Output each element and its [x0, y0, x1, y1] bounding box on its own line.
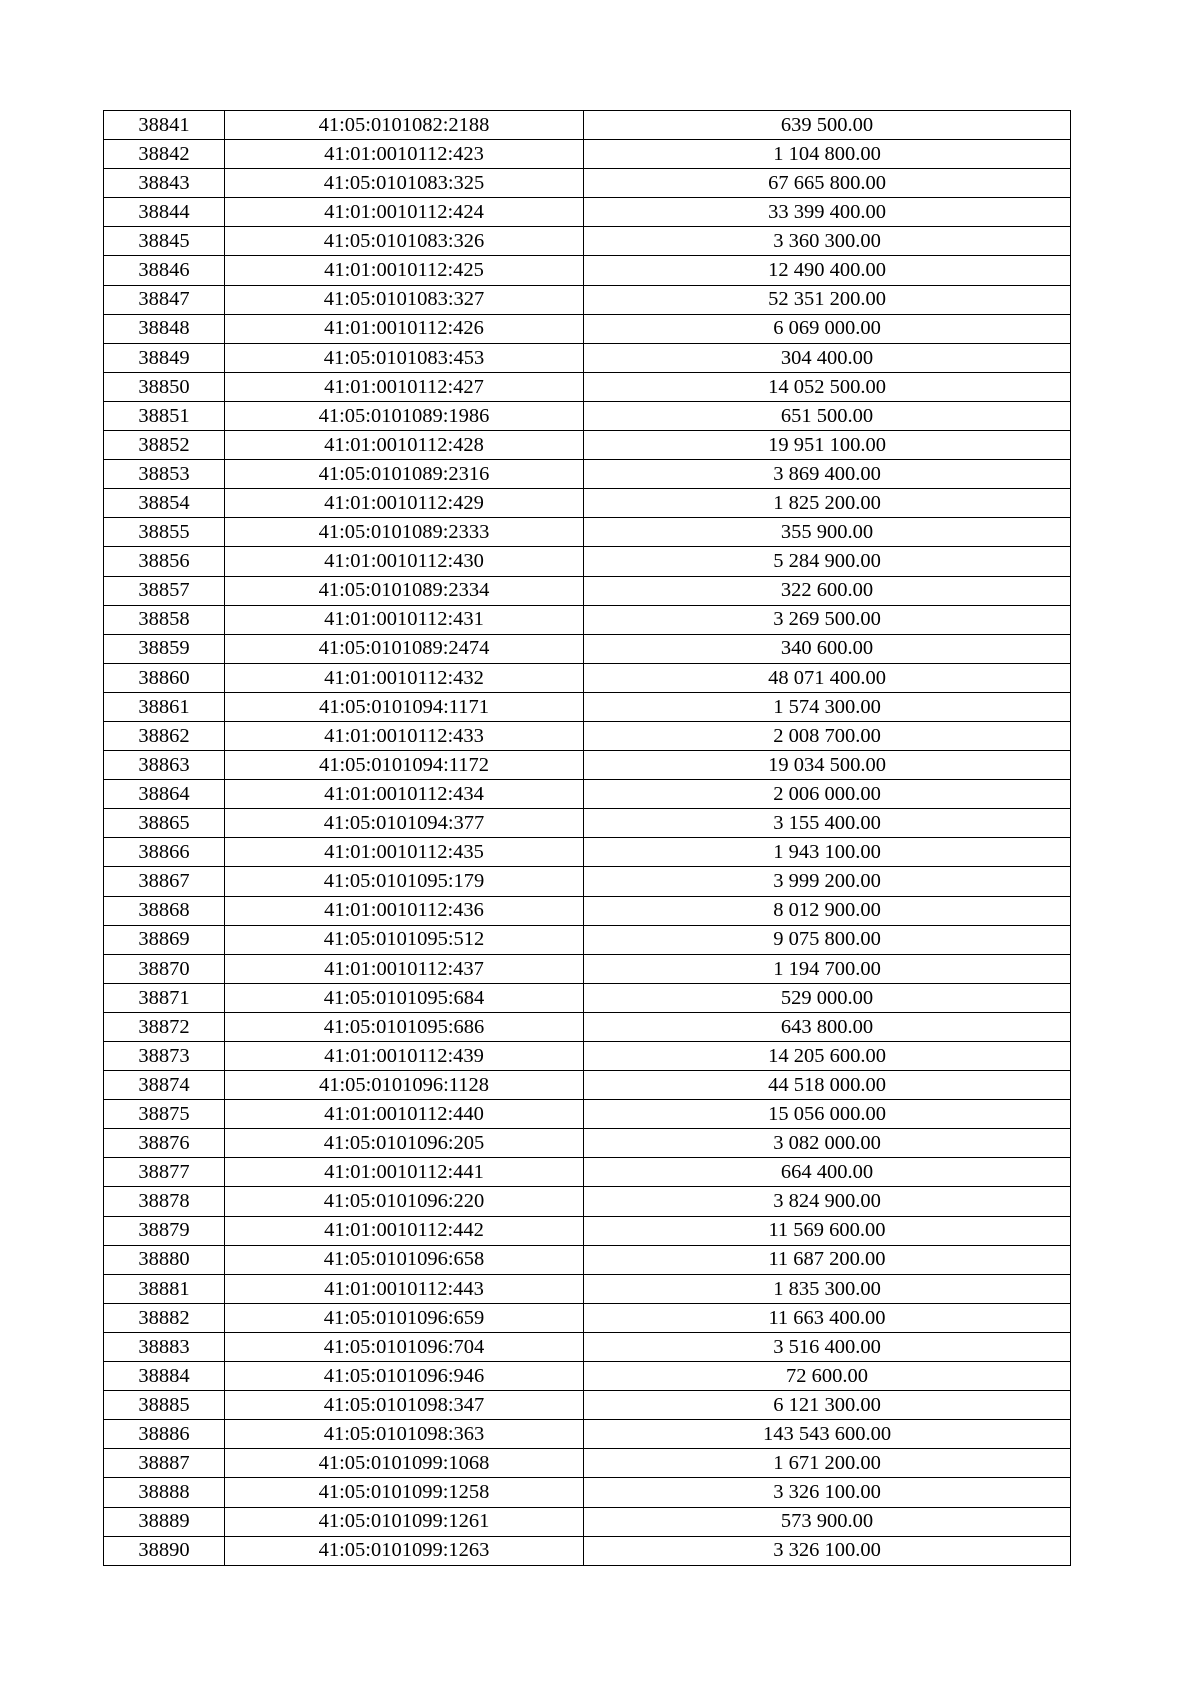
- cadastral-number-cell: 41:05:0101096:658: [225, 1245, 584, 1274]
- cadastral-number-cell: 41:05:0101089:2316: [225, 460, 584, 489]
- cadastral-number-cell: 41:05:0101099:1261: [225, 1507, 584, 1536]
- row-number-cell: 38861: [104, 692, 225, 721]
- table-row: [104, 1536, 1071, 1565]
- table-row: [104, 1129, 1071, 1158]
- table-row: [104, 954, 1071, 983]
- table-row: [104, 983, 1071, 1012]
- row-number-cell: 38842: [104, 140, 225, 169]
- cadastral-number-cell: 41:05:0101099:1258: [225, 1478, 584, 1507]
- cadastral-number-cell: 41:01:0010112:426: [225, 314, 584, 343]
- cadastral-number-cell: 41:05:0101089:2334: [225, 576, 584, 605]
- cadastral-number-cell: 41:05:0101082:2188: [225, 111, 584, 140]
- cadastral-value-cell: 3 824 900.00: [584, 1187, 1071, 1216]
- cadastral-number-cell: 41:05:0101096:659: [225, 1303, 584, 1332]
- cadastral-number-cell: 41:05:0101083:326: [225, 227, 584, 256]
- cadastral-value-cell: 6 069 000.00: [584, 314, 1071, 343]
- cadastral-value-cell: 355 900.00: [584, 518, 1071, 547]
- cadastral-value-cell: 643 800.00: [584, 1012, 1071, 1041]
- cadastral-value-cell: 1 835 300.00: [584, 1274, 1071, 1303]
- table-row: [104, 1449, 1071, 1478]
- cadastral-value-cell: 1 943 100.00: [584, 838, 1071, 867]
- table-row: [104, 460, 1071, 489]
- cadastral-value-cell: 3 082 000.00: [584, 1129, 1071, 1158]
- row-number-cell: 38844: [104, 198, 225, 227]
- table-row: [104, 838, 1071, 867]
- cadastral-value-cell: 19 951 100.00: [584, 431, 1071, 460]
- cadastral-value-cell: 1 104 800.00: [584, 140, 1071, 169]
- table-body: [104, 111, 1071, 1566]
- cadastral-value-cell: 3 326 100.00: [584, 1536, 1071, 1565]
- cadastral-value-cell: 1 574 300.00: [584, 692, 1071, 721]
- table-row: [104, 111, 1071, 140]
- cadastral-number-cell: 41:05:0101094:377: [225, 809, 584, 838]
- cadastral-number-cell: 41:05:0101096:946: [225, 1362, 584, 1391]
- table-row: [104, 751, 1071, 780]
- table-row: [104, 343, 1071, 372]
- cadastral-number-cell: 41:05:0101083:327: [225, 285, 584, 314]
- table-row: [104, 634, 1071, 663]
- cadastral-value-cell: 1 194 700.00: [584, 954, 1071, 983]
- table-row: [104, 1216, 1071, 1245]
- cadastral-number-cell: 41:01:0010112:441: [225, 1158, 584, 1187]
- table-row: [104, 547, 1071, 576]
- cadastral-value-cell: 11 687 200.00: [584, 1245, 1071, 1274]
- row-number-cell: 38843: [104, 169, 225, 198]
- cadastral-number-cell: 41:01:0010112:423: [225, 140, 584, 169]
- cadastral-value-cell: 529 000.00: [584, 983, 1071, 1012]
- row-number-cell: 38866: [104, 838, 225, 867]
- cadastral-value-cell: 14 052 500.00: [584, 372, 1071, 401]
- row-number-cell: 38841: [104, 111, 225, 140]
- table-row: [104, 576, 1071, 605]
- cadastral-value-cell: 6 121 300.00: [584, 1391, 1071, 1420]
- cadastral-value-cell: 44 518 000.00: [584, 1071, 1071, 1100]
- row-number-cell: 38886: [104, 1420, 225, 1449]
- table-row: [104, 1478, 1071, 1507]
- cadastral-value-cell: 3 155 400.00: [584, 809, 1071, 838]
- cadastral-value-cell: 573 900.00: [584, 1507, 1071, 1536]
- row-number-cell: 38858: [104, 605, 225, 634]
- table-row: [104, 1071, 1071, 1100]
- table-row: [104, 721, 1071, 750]
- row-number-cell: 38855: [104, 518, 225, 547]
- table-row: [104, 1362, 1071, 1391]
- table-row: [104, 1274, 1071, 1303]
- row-number-cell: 38859: [104, 634, 225, 663]
- cadastral-number-cell: 41:05:0101089:2333: [225, 518, 584, 547]
- table-row: [104, 1332, 1071, 1361]
- table-row: [104, 1507, 1071, 1536]
- cadastral-value-cell: 304 400.00: [584, 343, 1071, 372]
- cadastral-value-cell: 11 569 600.00: [584, 1216, 1071, 1245]
- cadastral-number-cell: 41:05:0101096:1128: [225, 1071, 584, 1100]
- cadastral-value-cell: 340 600.00: [584, 634, 1071, 663]
- cadastral-value-cell: 639 500.00: [584, 111, 1071, 140]
- row-number-cell: 38872: [104, 1012, 225, 1041]
- table-row: [104, 1012, 1071, 1041]
- row-number-cell: 38852: [104, 431, 225, 460]
- row-number-cell: 38854: [104, 489, 225, 518]
- table-row: [104, 1158, 1071, 1187]
- cadastral-value-cell: 19 034 500.00: [584, 751, 1071, 780]
- cadastral-value-cell: 72 600.00: [584, 1362, 1071, 1391]
- table-row: [104, 925, 1071, 954]
- row-number-cell: 38846: [104, 256, 225, 285]
- cadastral-number-cell: 41:01:0010112:435: [225, 838, 584, 867]
- row-number-cell: 38890: [104, 1536, 225, 1565]
- cadastral-value-cell: 3 326 100.00: [584, 1478, 1071, 1507]
- cadastral-number-cell: 41:01:0010112:432: [225, 663, 584, 692]
- row-number-cell: 38870: [104, 954, 225, 983]
- cadastral-number-cell: 41:05:0101095:686: [225, 1012, 584, 1041]
- row-number-cell: 38857: [104, 576, 225, 605]
- cadastral-number-cell: 41:05:0101099:1263: [225, 1536, 584, 1565]
- row-number-cell: 38867: [104, 867, 225, 896]
- cadastral-number-cell: 41:01:0010112:439: [225, 1042, 584, 1071]
- row-number-cell: 38868: [104, 896, 225, 925]
- cadastral-number-cell: 41:05:0101096:220: [225, 1187, 584, 1216]
- cadastral-value-cell: 15 056 000.00: [584, 1100, 1071, 1129]
- cadastral-value-cell: 651 500.00: [584, 401, 1071, 430]
- cadastral-number-cell: 41:01:0010112:443: [225, 1274, 584, 1303]
- table-row: [104, 1420, 1071, 1449]
- cadastral-number-cell: 41:05:0101089:1986: [225, 401, 584, 430]
- cadastral-number-cell: 41:01:0010112:429: [225, 489, 584, 518]
- row-number-cell: 38871: [104, 983, 225, 1012]
- cadastral-value-cell: 9 075 800.00: [584, 925, 1071, 954]
- table-row: [104, 1042, 1071, 1071]
- cadastral-value-cell: 5 284 900.00: [584, 547, 1071, 576]
- table-row: [104, 1100, 1071, 1129]
- row-number-cell: 38888: [104, 1478, 225, 1507]
- cadastral-number-cell: 41:05:0101095:179: [225, 867, 584, 896]
- row-number-cell: 38850: [104, 372, 225, 401]
- table-row: [104, 431, 1071, 460]
- table-row: [104, 401, 1071, 430]
- cadastral-number-cell: 41:01:0010112:436: [225, 896, 584, 925]
- cadastral-number-cell: 41:05:0101095:512: [225, 925, 584, 954]
- table-row: [104, 1187, 1071, 1216]
- table-row: [104, 372, 1071, 401]
- cadastral-number-cell: 41:05:0101099:1068: [225, 1449, 584, 1478]
- cadastral-number-cell: 41:01:0010112:425: [225, 256, 584, 285]
- row-number-cell: 38887: [104, 1449, 225, 1478]
- row-number-cell: 38879: [104, 1216, 225, 1245]
- row-number-cell: 38876: [104, 1129, 225, 1158]
- cadastral-value-cell: 3 516 400.00: [584, 1332, 1071, 1361]
- cadastral-number-cell: 41:05:0101096:205: [225, 1129, 584, 1158]
- cadastral-value-cell: 1 671 200.00: [584, 1449, 1071, 1478]
- cadastral-number-cell: 41:05:0101095:684: [225, 983, 584, 1012]
- cadastral-number-cell: 41:05:0101098:363: [225, 1420, 584, 1449]
- cadastral-value-table: [103, 110, 1071, 1566]
- cadastral-number-cell: 41:05:0101083:453: [225, 343, 584, 372]
- cadastral-value-cell: 664 400.00: [584, 1158, 1071, 1187]
- row-number-cell: 38847: [104, 285, 225, 314]
- table-row: [104, 809, 1071, 838]
- row-number-cell: 38877: [104, 1158, 225, 1187]
- table-row: [104, 692, 1071, 721]
- table-row: [104, 663, 1071, 692]
- row-number-cell: 38884: [104, 1362, 225, 1391]
- table-row: [104, 285, 1071, 314]
- table-row: [104, 314, 1071, 343]
- cadastral-number-cell: 41:05:0101098:347: [225, 1391, 584, 1420]
- row-number-cell: 38875: [104, 1100, 225, 1129]
- cadastral-number-cell: 41:05:0101094:1172: [225, 751, 584, 780]
- row-number-cell: 38869: [104, 925, 225, 954]
- cadastral-value-cell: 3 999 200.00: [584, 867, 1071, 896]
- cadastral-value-cell: 48 071 400.00: [584, 663, 1071, 692]
- row-number-cell: 38881: [104, 1274, 225, 1303]
- table-row: [104, 489, 1071, 518]
- cadastral-value-cell: 322 600.00: [584, 576, 1071, 605]
- cadastral-number-cell: 41:01:0010112:427: [225, 372, 584, 401]
- cadastral-value-cell: 33 399 400.00: [584, 198, 1071, 227]
- table-row: [104, 605, 1071, 634]
- row-number-cell: 38845: [104, 227, 225, 256]
- cadastral-number-cell: 41:01:0010112:433: [225, 721, 584, 750]
- row-number-cell: 38856: [104, 547, 225, 576]
- cadastral-value-cell: 2 006 000.00: [584, 780, 1071, 809]
- cadastral-number-cell: 41:01:0010112:430: [225, 547, 584, 576]
- cadastral-number-cell: 41:01:0010112:434: [225, 780, 584, 809]
- table-row: [104, 1245, 1071, 1274]
- table-row: [104, 140, 1071, 169]
- row-number-cell: 38848: [104, 314, 225, 343]
- table-row: [104, 518, 1071, 547]
- table-row: [104, 1391, 1071, 1420]
- row-number-cell: 38885: [104, 1391, 225, 1420]
- cadastral-value-cell: 12 490 400.00: [584, 256, 1071, 285]
- table-row: [104, 198, 1071, 227]
- cadastral-number-cell: 41:01:0010112:437: [225, 954, 584, 983]
- row-number-cell: 38849: [104, 343, 225, 372]
- cadastral-number-cell: 41:01:0010112:440: [225, 1100, 584, 1129]
- cadastral-value-cell: 11 663 400.00: [584, 1303, 1071, 1332]
- cadastral-value-cell: 14 205 600.00: [584, 1042, 1071, 1071]
- row-number-cell: 38882: [104, 1303, 225, 1332]
- cadastral-number-cell: 41:01:0010112:424: [225, 198, 584, 227]
- table-row: [104, 256, 1071, 285]
- table-row: [104, 867, 1071, 896]
- cadastral-value-cell: 3 869 400.00: [584, 460, 1071, 489]
- row-number-cell: 38883: [104, 1332, 225, 1361]
- cadastral-number-cell: 41:05:0101083:325: [225, 169, 584, 198]
- cadastral-number-cell: 41:05:0101089:2474: [225, 634, 584, 663]
- cadastral-number-cell: 41:01:0010112:442: [225, 1216, 584, 1245]
- row-number-cell: 38865: [104, 809, 225, 838]
- cadastral-value-cell: 67 665 800.00: [584, 169, 1071, 198]
- table-row: [104, 227, 1071, 256]
- cadastral-number-cell: 41:05:0101094:1171: [225, 692, 584, 721]
- row-number-cell: 38862: [104, 721, 225, 750]
- cadastral-number-cell: 41:01:0010112:428: [225, 431, 584, 460]
- row-number-cell: 38851: [104, 401, 225, 430]
- cadastral-value-cell: 52 351 200.00: [584, 285, 1071, 314]
- cadastral-value-cell: 3 269 500.00: [584, 605, 1071, 634]
- cadastral-value-cell: 8 012 900.00: [584, 896, 1071, 925]
- table-row: [104, 1303, 1071, 1332]
- row-number-cell: 38860: [104, 663, 225, 692]
- table-row: [104, 780, 1071, 809]
- row-number-cell: 38873: [104, 1042, 225, 1071]
- row-number-cell: 38878: [104, 1187, 225, 1216]
- cadastral-number-cell: 41:01:0010112:431: [225, 605, 584, 634]
- row-number-cell: 38874: [104, 1071, 225, 1100]
- row-number-cell: 38864: [104, 780, 225, 809]
- row-number-cell: 38853: [104, 460, 225, 489]
- table-row: [104, 896, 1071, 925]
- cadastral-value-cell: 143 543 600.00: [584, 1420, 1071, 1449]
- cadastral-value-cell: 3 360 300.00: [584, 227, 1071, 256]
- cadastral-value-cell: 1 825 200.00: [584, 489, 1071, 518]
- row-number-cell: 38880: [104, 1245, 225, 1274]
- cadastral-number-cell: 41:05:0101096:704: [225, 1332, 584, 1361]
- table-row: [104, 169, 1071, 198]
- row-number-cell: 38863: [104, 751, 225, 780]
- cadastral-value-cell: 2 008 700.00: [584, 721, 1071, 750]
- row-number-cell: 38889: [104, 1507, 225, 1536]
